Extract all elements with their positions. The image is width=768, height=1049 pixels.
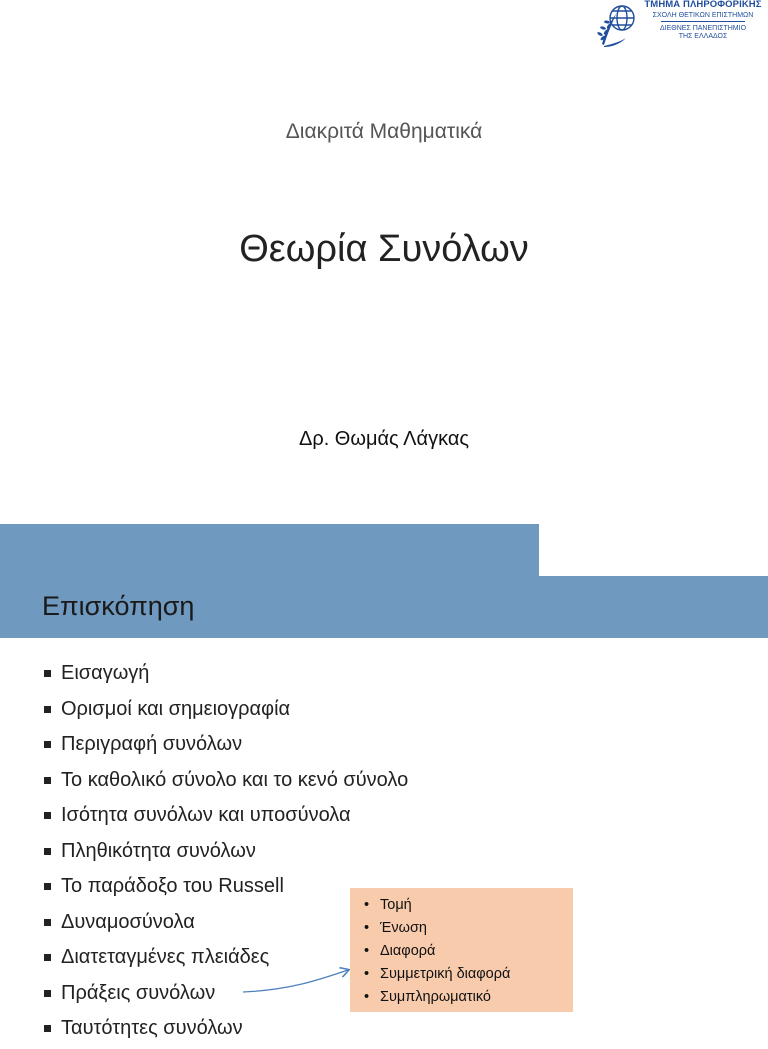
university-logo — [596, 0, 768, 52]
list-item-text: Το καθολικό σύνολο και το κενό σύνολο — [61, 768, 409, 791]
logo-divider — [661, 21, 745, 22]
square-bullet-icon — [44, 1025, 51, 1032]
list-item-text: Διατεταγμένες πλειάδες — [61, 946, 270, 968]
list-item-text: Το παράδοξο του Russell — [61, 875, 284, 897]
callout-item: • Τομή — [364, 894, 573, 917]
square-bullet-icon — [44, 990, 51, 997]
square-bullet-icon — [44, 954, 51, 961]
logo-department: ΤΜΗΜΑ ΠΛΗΡΟΦΟΡΙΚΗΣ — [644, 0, 762, 10]
title-slide — [0, 0, 768, 524]
square-bullet-icon — [44, 706, 51, 713]
logo-university: ΔΙΕΘΝΕΣ ΠΑΝΕΠΙΣΤΗΜΙΟ — [659, 24, 747, 32]
callout-item: • Διαφορά — [364, 940, 573, 963]
set-operations-callout — [350, 888, 573, 1012]
square-bullet-icon — [44, 670, 51, 677]
list-item — [44, 694, 408, 730]
callout-item: • Ένωση — [364, 917, 573, 940]
square-bullet-icon — [44, 848, 51, 855]
list-item — [44, 800, 408, 836]
callout-list — [364, 894, 573, 1009]
logo-university-country: ΤΗΣ ΕΛΛΑΔΟΣ — [678, 32, 728, 40]
square-bullet-icon — [44, 741, 51, 748]
list-item — [44, 836, 408, 872]
list-item-text: Ορισμοί και σημειογραφία — [61, 697, 291, 720]
list-item-text: Πράξεις συνόλων — [61, 981, 216, 1004]
list-item-text: Περιγραφή συνόλων — [61, 733, 243, 755]
header-band-top — [0, 524, 539, 576]
list-item — [44, 658, 408, 694]
slide-title: Θεωρία Συνόλων — [239, 228, 529, 270]
callout-item: • Συμμετρική διαφορά — [364, 963, 573, 986]
list-item-text: Ισότητα συνόλων και υποσύνολα — [61, 804, 351, 826]
list-item — [44, 729, 408, 765]
square-bullet-icon — [44, 883, 51, 890]
list-item-text: Δυναμοσύνολα — [61, 910, 195, 933]
list-item — [44, 765, 408, 801]
list-item — [44, 1013, 408, 1049]
globe-laurel-icon — [596, 0, 642, 50]
square-bullet-icon — [44, 919, 51, 926]
logo-school: ΣΧΟΛΗ ΘΕΤΙΚΩΝ ΕΠΙΣΤΗΜΩΝ — [652, 11, 754, 19]
list-item-text: Πληθικότητα συνόλων — [61, 839, 256, 862]
square-bullet-icon — [44, 777, 51, 784]
overview-title: Επισκόπηση — [42, 591, 195, 621]
course-title: Διακριτά Μαθηματικά — [285, 120, 483, 143]
square-bullet-icon — [44, 812, 51, 819]
author-name: Δρ. Θωμάς Λάγκας — [298, 428, 470, 450]
callout-item: • Συμπληρωματικό — [364, 986, 573, 1009]
list-item-text: Ταυτότητες συνόλων — [61, 1017, 243, 1039]
logo-text — [638, 0, 768, 40]
list-item-text: Εισαγωγή — [61, 662, 150, 684]
